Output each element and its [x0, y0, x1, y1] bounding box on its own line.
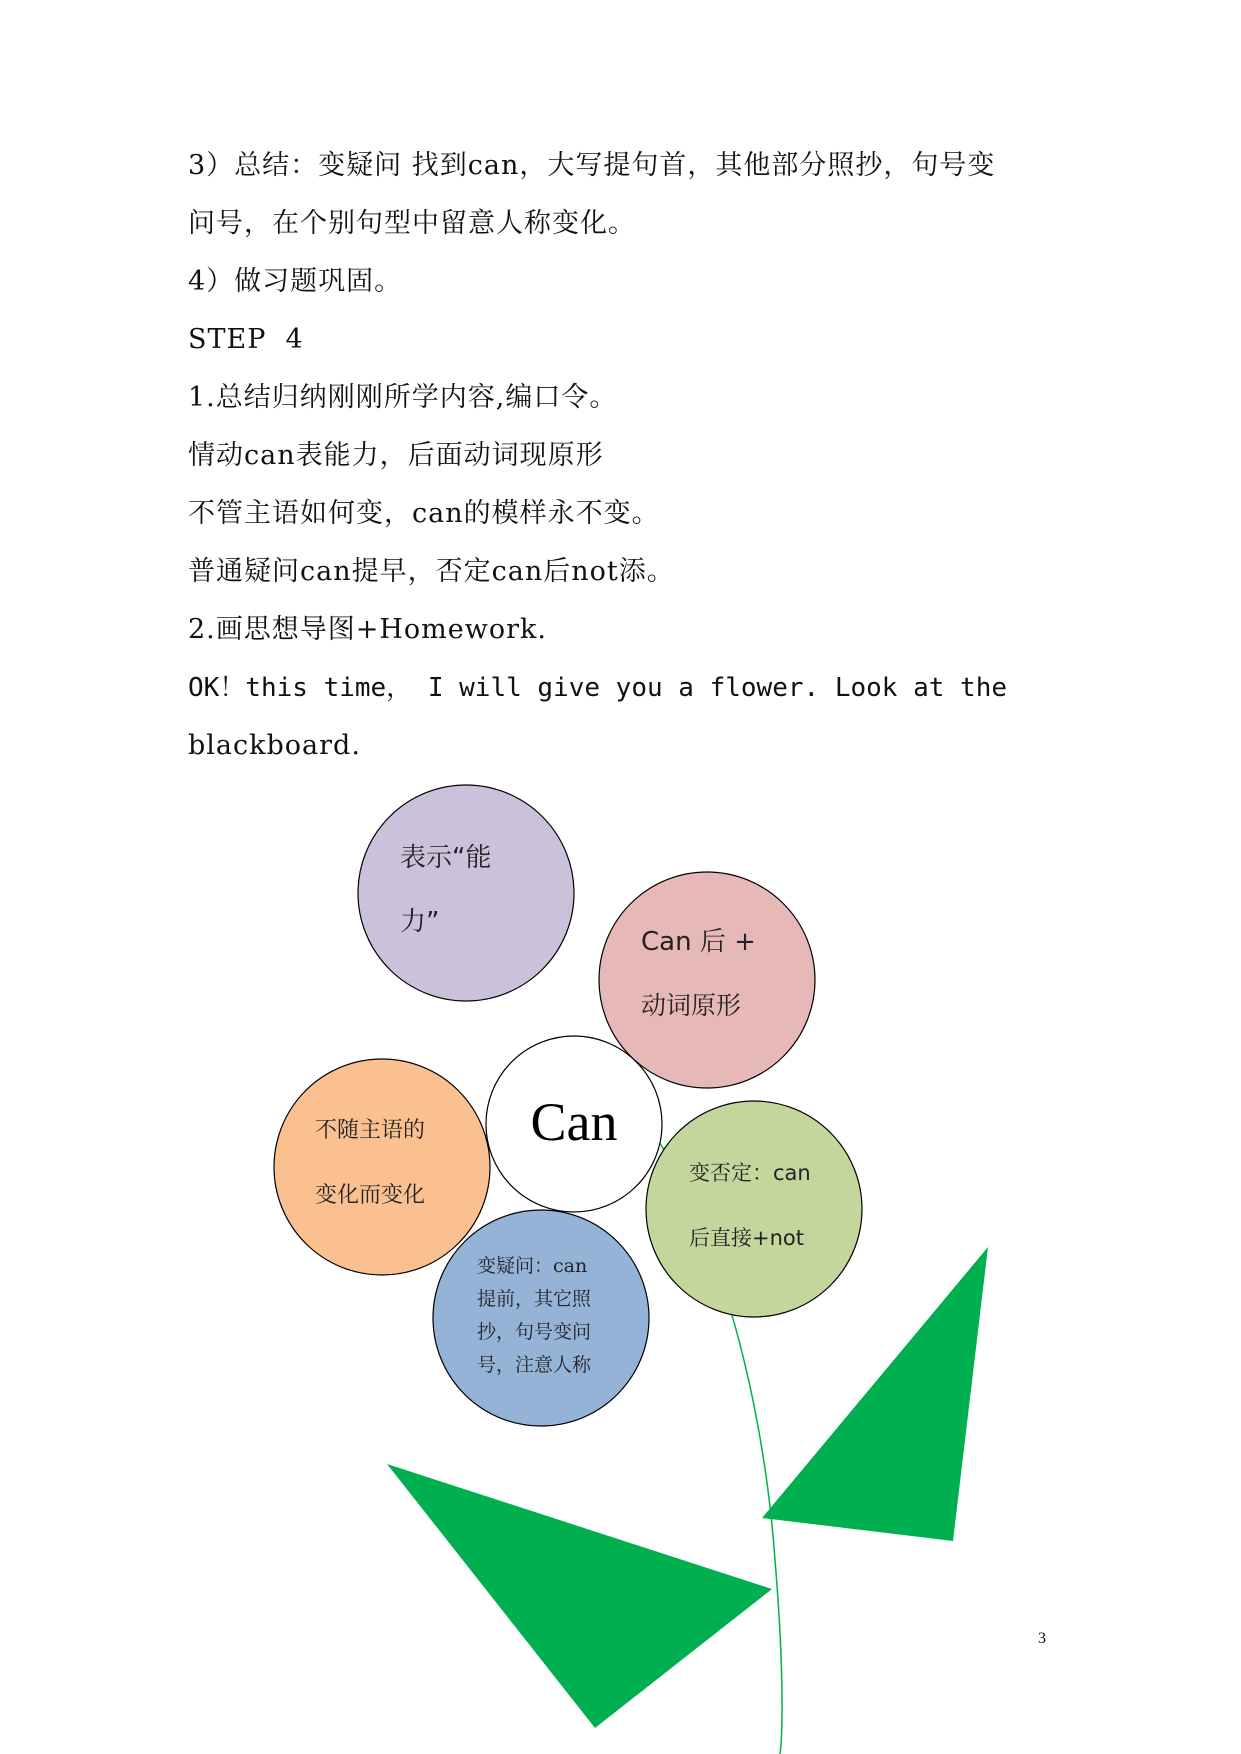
chant-line-2: 不管主语如何变，can的模样永不变。 — [188, 498, 660, 529]
petal-subject-text-1: 不随主语的 — [315, 1118, 426, 1143]
chant-line-1: 情动can表能力，后面动词现原形 — [188, 440, 604, 471]
petal-negative — [646, 1101, 862, 1317]
left-leaf — [387, 1464, 772, 1728]
summarize-line: 1.总结归纳刚刚所学内容,编口令。 — [188, 382, 618, 413]
step-heading: STEP 4 — [188, 324, 304, 355]
petal-ability — [358, 785, 574, 1001]
summary-line-2: 问号，在个别句型中留意人称变化。 — [188, 208, 636, 239]
petal-question — [433, 1210, 649, 1426]
exercise-line: 4）做习题巩固。 — [188, 266, 403, 297]
petal-after — [599, 872, 815, 1088]
chant-line-3: 普通疑问can提早，否定can后not添。 — [188, 556, 675, 587]
petal-question-text-2: 提前，其它照 — [477, 1288, 592, 1310]
center-text: Can — [530, 1092, 618, 1152]
petal-subject — [274, 1059, 490, 1275]
petal-question-text-3: 抄，句号变问 — [477, 1321, 592, 1343]
petal-question-text-4: 号，注意人称 — [477, 1354, 592, 1376]
mindmap-homework-line: 2.画思想导图+Homework. — [188, 614, 547, 645]
petal-negative-text-1: 变否定：can — [689, 1161, 811, 1185]
page-number: 3 — [1038, 1630, 1046, 1647]
petal-ability-text-2: 力” — [400, 907, 440, 937]
petal-question-text-1: 变疑问：can — [477, 1255, 588, 1277]
summary-line-1: 3）总结：变疑问 找到can，大写提句首，其他部分照抄，句号变 — [188, 150, 996, 181]
petal-subject-text-2: 变化而变化 — [315, 1183, 426, 1208]
petal-ability-text-1: 表示“能 — [400, 843, 492, 873]
flower-intro-line-1: OK！this time， I will give you a flower. Look at the — [188, 673, 1008, 703]
petal-after-text-2: 动词原形 — [641, 991, 742, 1020]
flower-intro-line-2: blackboard. — [188, 730, 361, 761]
petal-negative-text-2: 后直接+not — [689, 1226, 804, 1250]
petal-after-text-1: Can 后 + — [641, 927, 756, 957]
